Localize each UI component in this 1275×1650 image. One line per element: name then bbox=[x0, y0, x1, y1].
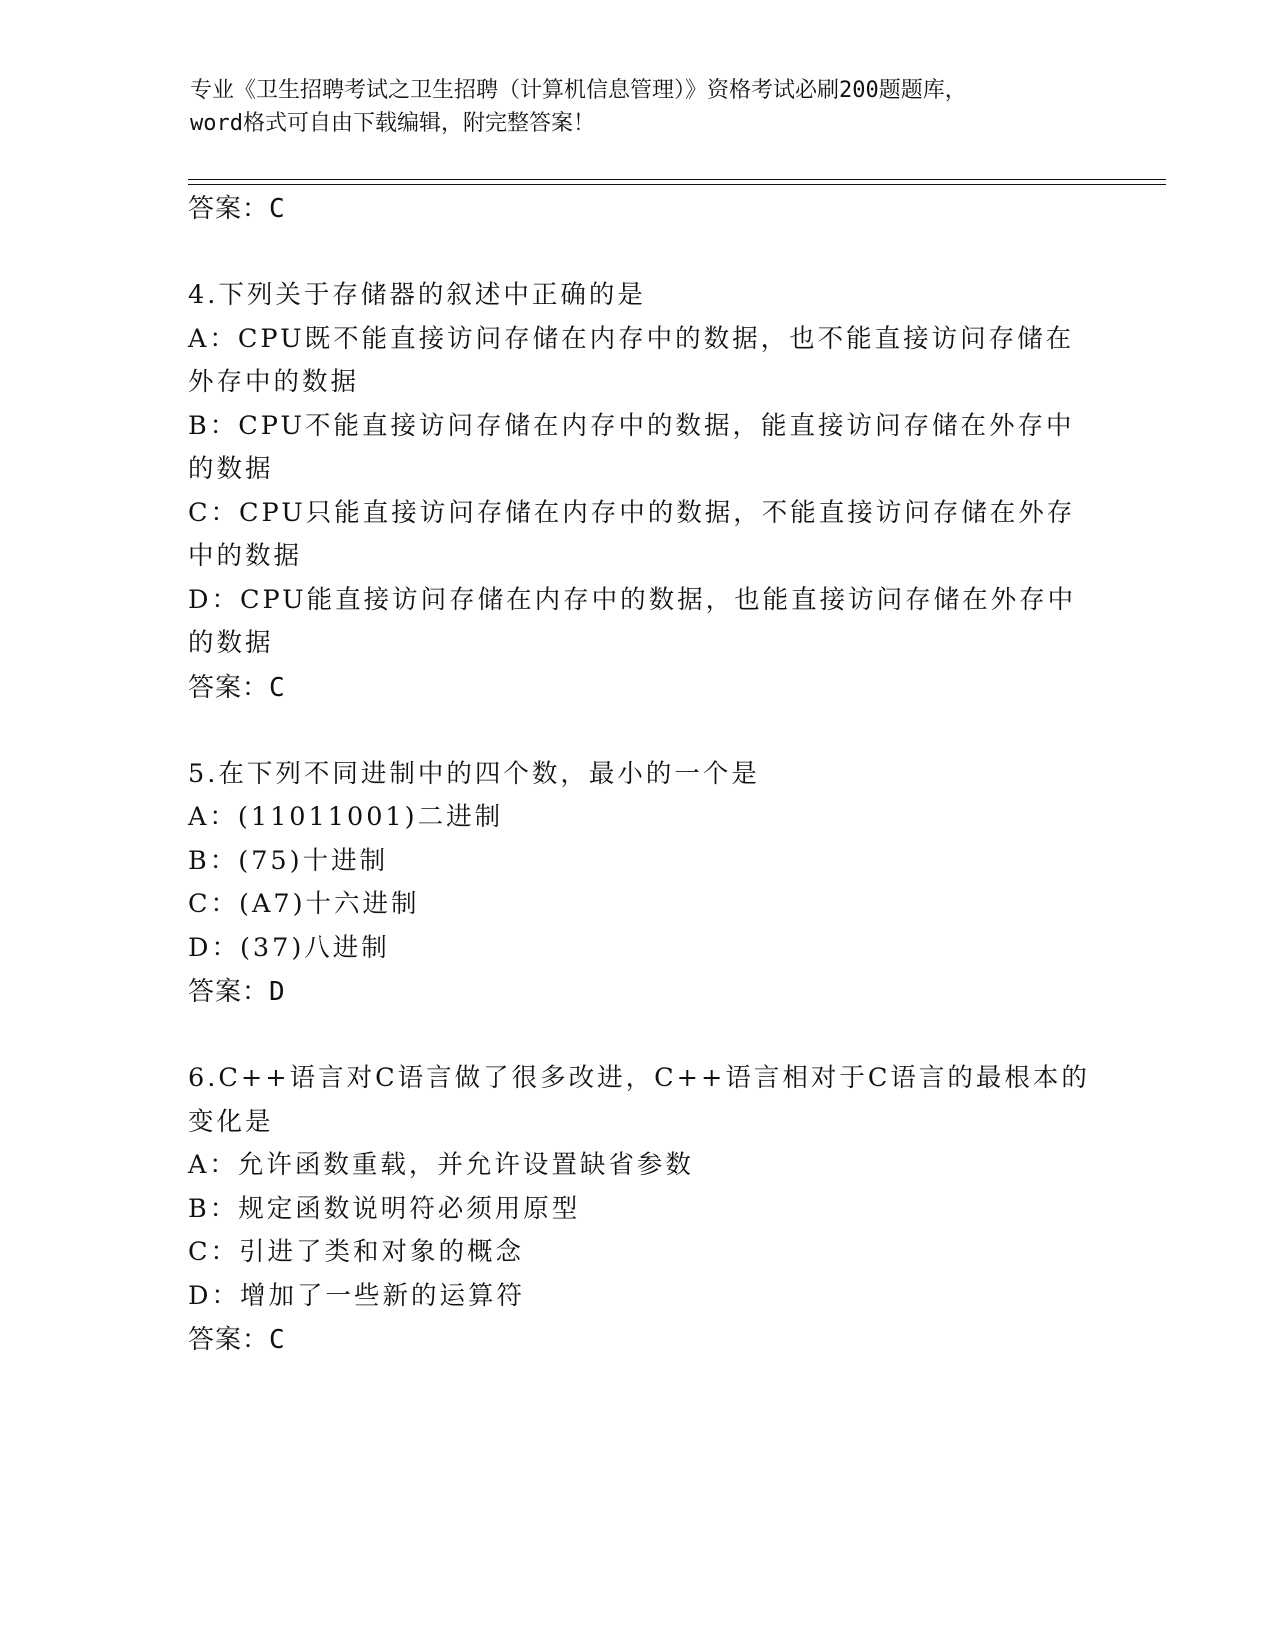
q5-answer: 答案：D bbox=[188, 977, 286, 1007]
q5-option-b: B：(75)十进制 bbox=[188, 846, 389, 876]
document-header bbox=[190, 74, 1090, 140]
q4-option-c-line1: C：CPU只能直接访问存储在内存中的数据，不能直接访问存储在外存 bbox=[188, 498, 1076, 528]
q4-option-c-line2: 中的数据 bbox=[188, 541, 303, 571]
q4-answer: 答案：C bbox=[188, 673, 286, 703]
q5-stem: 5.在下列不同进制中的四个数，最小的一个是 bbox=[188, 759, 760, 789]
header-line-1: 专业《卫生招聘考试之卫生招聘（计算机信息管理）》资格考试必刷200题题库， bbox=[190, 78, 967, 103]
header-line-2: word格式可自由下载编辑，附完整答案！ bbox=[190, 111, 595, 136]
header-rule-bottom bbox=[188, 184, 1166, 185]
q5-option-a: A：(11011001)二进制 bbox=[188, 802, 504, 832]
q4-option-b-line2: 的数据 bbox=[188, 454, 274, 484]
answer-prev: 答案：C bbox=[188, 194, 286, 224]
q4-option-d-line1: D：CPU能直接访问存储在内存中的数据，也能直接访问存储在外存中 bbox=[188, 585, 1077, 615]
q6-stem-line2: 变化是 bbox=[188, 1107, 274, 1137]
q6-option-c: C：引进了类和对象的概念 bbox=[188, 1237, 525, 1267]
q6-stem-line1: 6.C++语言对C语言做了很多改进，C++语言相对于C语言的最根本的 bbox=[188, 1063, 1090, 1093]
header-rule-top bbox=[188, 179, 1166, 180]
q4-stem: 4.下列关于存储器的叙述中正确的是 bbox=[188, 280, 646, 310]
q4-option-d-line2: 的数据 bbox=[188, 628, 274, 658]
q4-option-b-line1: B：CPU不能直接访问存储在内存中的数据，能直接访问存储在外存中 bbox=[188, 411, 1075, 441]
q4-option-a-line1: A：CPU既不能直接访问存储在内存中的数据，也不能直接访问存储在 bbox=[188, 324, 1075, 354]
q5-option-d: D：(37)八进制 bbox=[188, 933, 390, 963]
q5-option-c: C：(A7)十六进制 bbox=[188, 889, 420, 919]
q4-option-a-line2: 外存中的数据 bbox=[188, 367, 360, 397]
q6-option-b: B：规定函数说明符必须用原型 bbox=[188, 1194, 581, 1224]
q6-option-a: A：允许函数重载，并允许设置缺省参数 bbox=[188, 1150, 694, 1180]
q6-option-d: D：增加了一些新的运算符 bbox=[188, 1281, 525, 1311]
q6-answer: 答案：C bbox=[188, 1325, 286, 1355]
